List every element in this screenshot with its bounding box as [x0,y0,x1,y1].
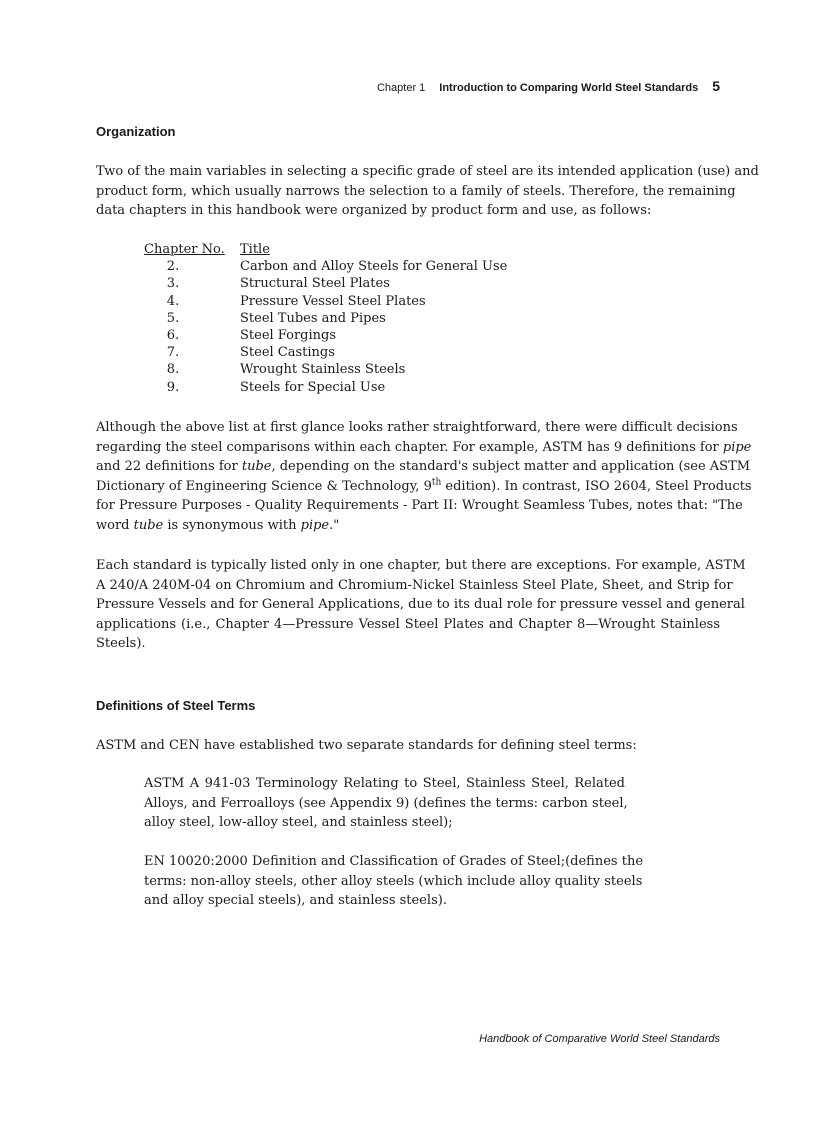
text-run: regarding the steel comparisons within each chapter. For example, ASTM has 9 definitions for [96,439,723,455]
text-line: Alloys, and Ferroalloys (see Appendix 9) (defines the terms: carbon steel, [144,795,628,811]
chapter-title: Steel Castings [240,345,335,361]
text-line: product form, which usually narrows the selection to a family of steels. Therefore, the remaining [96,183,736,199]
header-title: Introduction to Comparing World Steel Standards [439,82,699,94]
en-definition-block [144,852,644,911]
emphasis: pipe [722,439,752,455]
exceptions-paragraph [96,556,746,654]
text-line: Pressure Vessels and for General Applications, due to its dual role for pressure vessel and general [96,597,745,612]
chapter-number: 9. [166,379,180,395]
table-row [144,327,507,344]
chapter-number: 6. [166,328,180,344]
text-run: ." [329,517,340,533]
chapter-number: 3. [166,276,180,292]
text-line: for Pressure Purposes - Quality Requirements - Part II: Wrought Seamless Tubes, notes that: "The [96,498,743,513]
text-line: ASTM and CEN have established two separate standards for defining steel terms: [96,738,637,753]
emphasis: tube [241,459,272,474]
text-line: data chapters in this handbook were organized by product form and use, as follows: [96,203,652,218]
organization-intro-paragraph [96,162,759,221]
table-row [144,293,507,310]
text-line: Steels). [96,636,146,651]
decisions-paragraph [96,418,752,535]
text-line: applications (i.e., Chapter 4—Pressure Vessel Steel Plates and Chapter 8—Wrought Stainless [96,616,720,632]
astm-definition-block [144,774,628,833]
table-row [144,275,507,292]
chapter-title: Wrought Stainless Steels [240,362,406,378]
chapter-title: Carbon and Alloy Steels for General Use [240,259,508,275]
text-run: , depending on the standard's subject matter and application (see ASTM [271,459,751,474]
chapter-title: Steel Tubes and Pipes [240,310,386,326]
table-row [144,379,507,396]
footer-book-title: Handbook of Comparative World Steel Standards [479,1033,720,1045]
chapter-number: 4. [166,293,180,309]
chapter-title: Steel Forgings [240,328,337,344]
text-line: ASTM A 941-03 Terminology Relating to Steel, Stainless Steel, Related [144,776,625,791]
text-line: alloy steel, low-alloy steel, and stainless steel); [144,815,453,830]
table-row [144,361,507,378]
header-chapter: Chapter 1 [376,82,426,94]
definitions-intro-paragraph [96,736,720,756]
emphasis: pipe [300,517,330,533]
text-run: Dictionary of Engineering Science & Technology, 9 [96,478,432,494]
chapter-title: Pressure Vessel Steel Plates [240,293,426,309]
text-run: is synonymous with [163,517,301,533]
heading-definitions: Definitions of Steel Terms [96,698,256,713]
heading-organization: Organization [96,124,176,139]
text-line: Each standard is typically listed only in one chapter, but there are exceptions. For example, ASTM [96,558,746,573]
text-line [96,477,752,497]
chapter-number: 2. [166,259,180,275]
text-line [96,438,752,458]
page-number: 5 [712,78,720,94]
chapter-title: Structural Steel Plates [240,276,390,292]
chapter-table [144,241,507,396]
text-run: word [96,517,134,533]
column-header-chapter: Chapter No. [144,242,225,257]
text-line: Although the above list at first glance looks rather straightforward, there were difficult decisions [96,420,738,435]
superscript: th [431,477,442,488]
chapter-number: 5. [166,310,180,326]
text-line: and alloy special steels), and stainless steels). [144,893,447,908]
text-line: Two of the main variables in selecting a specific grade of steel are its intended application (use) and [96,164,759,179]
table-row [144,310,507,327]
text-line: A 240/A 240M-04 on Chromium and Chromium-Nickel Stainless Steel Plate, Sheet, and Strip for [96,577,733,593]
chapter-number: 7. [166,345,180,361]
text-line [96,457,751,477]
text-run: and 22 definitions for [96,459,242,474]
running-header [377,78,720,94]
column-header-title: Title [240,242,270,257]
emphasis: tube [133,517,164,533]
table-row [144,258,507,275]
chapter-table-header [144,241,507,258]
table-row [144,344,507,361]
text-run: edition). In contrast, ISO 2604, Steel Products [441,478,752,494]
chapter-number: 8. [166,362,180,378]
text-line [96,516,720,536]
text-line: EN 10020:2000 Definition and Classification of Grades of Steel;(defines the [144,854,644,869]
chapter-title: Steels for Special Use [240,379,386,395]
text-line: terms: non-alloy steels, other alloy steels (which include alloy quality steels [144,873,643,889]
